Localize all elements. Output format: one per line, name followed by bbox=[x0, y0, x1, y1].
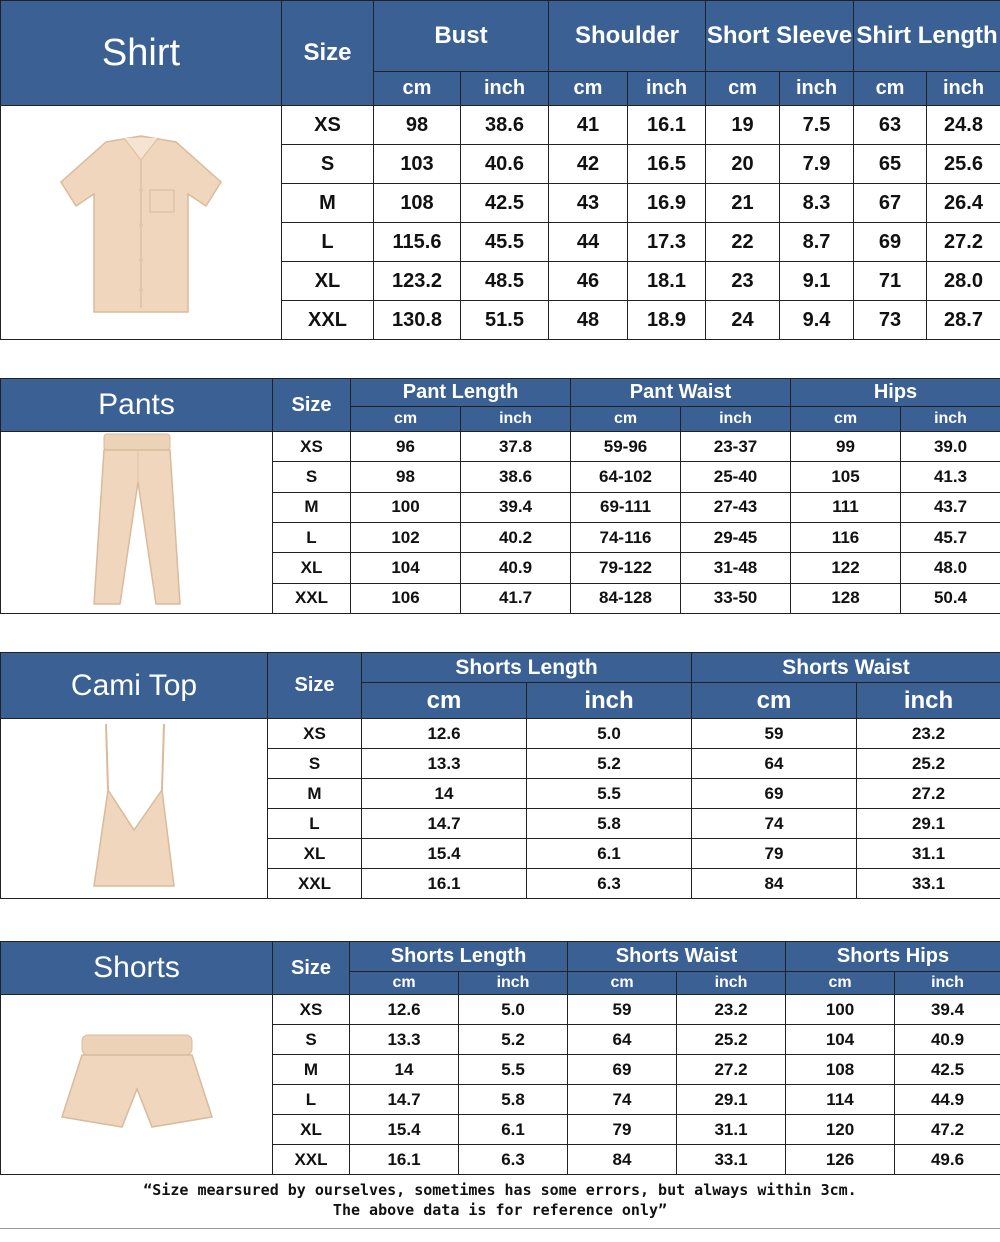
value-cell: 120 bbox=[786, 1115, 895, 1145]
size-cell: XS bbox=[273, 995, 350, 1025]
value-cell: 63 bbox=[854, 106, 927, 145]
value-cell: 102 bbox=[351, 522, 461, 552]
value-cell: 6.3 bbox=[527, 869, 692, 899]
value-cell: 29.1 bbox=[677, 1085, 786, 1115]
size-cell: L bbox=[273, 1085, 350, 1115]
value-cell: 50.4 bbox=[901, 583, 1000, 613]
value-cell: 104 bbox=[351, 553, 461, 583]
size-cell: XL bbox=[282, 262, 374, 301]
value-cell: 37.8 bbox=[461, 432, 571, 462]
value-cell: 79 bbox=[692, 839, 857, 869]
value-cell: 31.1 bbox=[677, 1115, 786, 1145]
size-cell: M bbox=[268, 779, 362, 809]
column-group-header: Shirt Length bbox=[854, 1, 1000, 72]
disclaimer-note bbox=[0, 1180, 1000, 1220]
value-cell: 12.6 bbox=[362, 719, 527, 749]
unit-header: inch bbox=[461, 72, 549, 106]
table-title: Shorts bbox=[1, 942, 273, 995]
value-cell: 23.2 bbox=[857, 719, 1000, 749]
value-cell: 14.7 bbox=[362, 809, 527, 839]
value-cell: 73 bbox=[854, 301, 927, 340]
value-cell: 79-122 bbox=[571, 553, 681, 583]
size-cell: XL bbox=[268, 839, 362, 869]
unit-header: inch bbox=[459, 972, 568, 995]
value-cell: 43.7 bbox=[901, 492, 1000, 522]
value-cell: 9.4 bbox=[780, 301, 854, 340]
column-group-header: Hips bbox=[791, 379, 1000, 407]
table-title: Shirt bbox=[1, 1, 282, 106]
value-cell: 103 bbox=[374, 145, 461, 184]
unit-header: cm bbox=[791, 407, 901, 432]
value-cell: 14.7 bbox=[350, 1085, 459, 1115]
unit-header: inch bbox=[895, 972, 1000, 995]
value-cell: 49.6 bbox=[895, 1145, 1000, 1175]
value-cell: 19 bbox=[706, 106, 780, 145]
pants-size-table bbox=[0, 378, 1000, 614]
value-cell: 41 bbox=[549, 106, 628, 145]
value-cell: 74 bbox=[568, 1085, 677, 1115]
value-cell: 38.6 bbox=[461, 462, 571, 492]
table-row bbox=[1, 432, 1000, 462]
value-cell: 25.2 bbox=[857, 749, 1000, 779]
value-cell: 27-43 bbox=[681, 492, 791, 522]
value-cell: 40.9 bbox=[895, 1025, 1000, 1055]
value-cell: 122 bbox=[791, 553, 901, 583]
value-cell: 106 bbox=[351, 583, 461, 613]
value-cell: 84 bbox=[692, 869, 857, 899]
unit-header: inch bbox=[780, 72, 854, 106]
pants-image bbox=[82, 432, 192, 608]
cami-top-size-table bbox=[0, 652, 1000, 899]
value-cell: 100 bbox=[351, 492, 461, 522]
size-cell: XL bbox=[273, 553, 351, 583]
value-cell: 25-40 bbox=[681, 462, 791, 492]
value-cell: 31-48 bbox=[681, 553, 791, 583]
table-row bbox=[1, 995, 1000, 1025]
value-cell: 74 bbox=[692, 809, 857, 839]
value-cell: 46 bbox=[549, 262, 628, 301]
value-cell: 18.1 bbox=[628, 262, 706, 301]
value-cell: 7.9 bbox=[780, 145, 854, 184]
value-cell: 126 bbox=[786, 1145, 895, 1175]
size-header: Size bbox=[273, 379, 351, 432]
value-cell: 41.3 bbox=[901, 462, 1000, 492]
unit-header: inch bbox=[527, 683, 692, 719]
value-cell: 64 bbox=[692, 749, 857, 779]
value-cell: 16.1 bbox=[350, 1145, 459, 1175]
value-cell: 17.3 bbox=[628, 223, 706, 262]
unit-header: cm bbox=[374, 72, 461, 106]
value-cell: 16.1 bbox=[362, 869, 527, 899]
value-cell: 33.1 bbox=[857, 869, 1000, 899]
value-cell: 25.6 bbox=[927, 145, 1000, 184]
value-cell: 79 bbox=[568, 1115, 677, 1145]
value-cell: 5.0 bbox=[459, 995, 568, 1025]
size-cell: S bbox=[273, 1025, 350, 1055]
footer-divider bbox=[0, 1228, 1000, 1229]
value-cell: 69 bbox=[854, 223, 927, 262]
column-group-header: Pant Waist bbox=[571, 379, 791, 407]
value-cell: 15.4 bbox=[350, 1115, 459, 1145]
size-cell: XXL bbox=[282, 301, 374, 340]
value-cell: 8.3 bbox=[780, 184, 854, 223]
value-cell: 24 bbox=[706, 301, 780, 340]
value-cell: 111 bbox=[791, 492, 901, 522]
value-cell: 21 bbox=[706, 184, 780, 223]
unit-header: inch bbox=[628, 72, 706, 106]
value-cell: 31.1 bbox=[857, 839, 1000, 869]
unit-header: cm bbox=[854, 72, 927, 106]
value-cell: 69-111 bbox=[571, 492, 681, 522]
value-cell: 29-45 bbox=[681, 522, 791, 552]
unit-header: inch bbox=[927, 72, 1000, 106]
size-cell: XXL bbox=[268, 869, 362, 899]
disclaimer-line-1: “Size mearsured by ourselves, sometimes has some errors, but always within 3cm. bbox=[143, 1181, 857, 1199]
value-cell: 69 bbox=[692, 779, 857, 809]
size-cell: S bbox=[282, 145, 374, 184]
value-cell: 7.5 bbox=[780, 106, 854, 145]
unit-header: inch bbox=[857, 683, 1000, 719]
column-group-header: Shorts Length bbox=[350, 942, 568, 972]
shorts-image-cell bbox=[1, 995, 273, 1175]
value-cell: 39.4 bbox=[461, 492, 571, 522]
unit-header: cm bbox=[692, 683, 857, 719]
value-cell: 48.5 bbox=[461, 262, 549, 301]
size-cell: L bbox=[273, 522, 351, 552]
value-cell: 65 bbox=[854, 145, 927, 184]
value-cell: 33.1 bbox=[677, 1145, 786, 1175]
value-cell: 5.5 bbox=[527, 779, 692, 809]
table-row bbox=[1, 719, 1000, 749]
unit-header: inch bbox=[681, 407, 791, 432]
size-cell: S bbox=[273, 462, 351, 492]
value-cell: 44.9 bbox=[895, 1085, 1000, 1115]
value-cell: 74-116 bbox=[571, 522, 681, 552]
value-cell: 99 bbox=[791, 432, 901, 462]
unit-header: inch bbox=[461, 407, 571, 432]
value-cell: 45.7 bbox=[901, 522, 1000, 552]
value-cell: 130.8 bbox=[374, 301, 461, 340]
value-cell: 6.1 bbox=[459, 1115, 568, 1145]
value-cell: 5.2 bbox=[527, 749, 692, 779]
size-header: Size bbox=[268, 653, 362, 719]
value-cell: 38.6 bbox=[461, 106, 549, 145]
value-cell: 23 bbox=[706, 262, 780, 301]
column-group-header: Short Sleeve bbox=[706, 1, 854, 72]
unit-header: inch bbox=[677, 972, 786, 995]
unit-header: inch bbox=[901, 407, 1000, 432]
value-cell: 8.7 bbox=[780, 223, 854, 262]
unit-header: cm bbox=[350, 972, 459, 995]
unit-header: cm bbox=[568, 972, 677, 995]
value-cell: 28.7 bbox=[927, 301, 1000, 340]
value-cell: 16.1 bbox=[628, 106, 706, 145]
pants-image-cell bbox=[1, 432, 273, 614]
value-cell: 105 bbox=[791, 462, 901, 492]
column-group-header: Shoulder bbox=[549, 1, 706, 72]
value-cell: 39.4 bbox=[895, 995, 1000, 1025]
value-cell: 16.9 bbox=[628, 184, 706, 223]
value-cell: 98 bbox=[351, 462, 461, 492]
value-cell: 28.0 bbox=[927, 262, 1000, 301]
value-cell: 14 bbox=[350, 1055, 459, 1085]
value-cell: 64-102 bbox=[571, 462, 681, 492]
value-cell: 24.8 bbox=[927, 106, 1000, 145]
shorts-image bbox=[52, 1027, 222, 1137]
column-group-header: Pant Length bbox=[351, 379, 571, 407]
value-cell: 116 bbox=[791, 522, 901, 552]
value-cell: 59 bbox=[568, 995, 677, 1025]
value-cell: 23.2 bbox=[677, 995, 786, 1025]
table-row bbox=[1, 106, 1000, 145]
size-header: Size bbox=[282, 1, 374, 106]
value-cell: 13.3 bbox=[362, 749, 527, 779]
value-cell: 84 bbox=[568, 1145, 677, 1175]
value-cell: 29.1 bbox=[857, 809, 1000, 839]
unit-header: cm bbox=[549, 72, 628, 106]
value-cell: 114 bbox=[786, 1085, 895, 1115]
value-cell: 27.2 bbox=[677, 1055, 786, 1085]
value-cell: 5.8 bbox=[527, 809, 692, 839]
disclaimer-line-2: The above data is for reference only” bbox=[332, 1201, 668, 1219]
value-cell: 104 bbox=[786, 1025, 895, 1055]
value-cell: 39.0 bbox=[901, 432, 1000, 462]
value-cell: 47.2 bbox=[895, 1115, 1000, 1145]
size-cell: XS bbox=[282, 106, 374, 145]
shorts-size-table bbox=[0, 941, 1000, 1175]
value-cell: 40.2 bbox=[461, 522, 571, 552]
column-group-header: Shorts Waist bbox=[568, 942, 786, 972]
value-cell: 40.9 bbox=[461, 553, 571, 583]
value-cell: 98 bbox=[374, 106, 461, 145]
value-cell: 48.0 bbox=[901, 553, 1000, 583]
value-cell: 14 bbox=[362, 779, 527, 809]
value-cell: 43 bbox=[549, 184, 628, 223]
value-cell: 108 bbox=[786, 1055, 895, 1085]
shirt-image bbox=[46, 120, 236, 320]
value-cell: 12.6 bbox=[350, 995, 459, 1025]
value-cell: 115.6 bbox=[374, 223, 461, 262]
unit-header: cm bbox=[362, 683, 527, 719]
unit-header: cm bbox=[571, 407, 681, 432]
size-cell: S bbox=[268, 749, 362, 779]
value-cell: 59 bbox=[692, 719, 857, 749]
value-cell: 27.2 bbox=[857, 779, 1000, 809]
size-cell: L bbox=[282, 223, 374, 262]
size-cell: XS bbox=[273, 432, 351, 462]
value-cell: 25.2 bbox=[677, 1025, 786, 1055]
column-group-header: Shorts Waist bbox=[692, 653, 1000, 683]
table-title: Cami Top bbox=[1, 653, 268, 719]
unit-header: cm bbox=[351, 407, 461, 432]
value-cell: 27.2 bbox=[927, 223, 1000, 262]
column-group-header: Shorts Hips bbox=[786, 942, 1000, 972]
size-cell: M bbox=[273, 492, 351, 522]
value-cell: 64 bbox=[568, 1025, 677, 1055]
unit-header: cm bbox=[786, 972, 895, 995]
value-cell: 84-128 bbox=[571, 583, 681, 613]
value-cell: 42 bbox=[549, 145, 628, 184]
size-cell: XXL bbox=[273, 583, 351, 613]
value-cell: 48 bbox=[549, 301, 628, 340]
column-group-header: Bust bbox=[374, 1, 549, 72]
value-cell: 20 bbox=[706, 145, 780, 184]
value-cell: 5.2 bbox=[459, 1025, 568, 1055]
value-cell: 44 bbox=[549, 223, 628, 262]
value-cell: 41.7 bbox=[461, 583, 571, 613]
size-cell: XS bbox=[268, 719, 362, 749]
value-cell: 22 bbox=[706, 223, 780, 262]
size-header: Size bbox=[273, 942, 350, 995]
value-cell: 42.5 bbox=[895, 1055, 1000, 1085]
value-cell: 6.3 bbox=[459, 1145, 568, 1175]
value-cell: 67 bbox=[854, 184, 927, 223]
shirt-size-table bbox=[0, 0, 1000, 340]
column-group-header: Shorts Length bbox=[362, 653, 692, 683]
value-cell: 13.3 bbox=[350, 1025, 459, 1055]
value-cell: 40.6 bbox=[461, 145, 549, 184]
value-cell: 16.5 bbox=[628, 145, 706, 184]
value-cell: 26.4 bbox=[927, 184, 1000, 223]
value-cell: 6.1 bbox=[527, 839, 692, 869]
value-cell: 5.5 bbox=[459, 1055, 568, 1085]
cami-top-image-cell bbox=[1, 719, 268, 899]
value-cell: 5.0 bbox=[527, 719, 692, 749]
value-cell: 5.8 bbox=[459, 1085, 568, 1115]
value-cell: 69 bbox=[568, 1055, 677, 1085]
value-cell: 9.1 bbox=[780, 262, 854, 301]
value-cell: 59-96 bbox=[571, 432, 681, 462]
size-cell: M bbox=[282, 184, 374, 223]
size-cell: M bbox=[273, 1055, 350, 1085]
value-cell: 100 bbox=[786, 995, 895, 1025]
value-cell: 71 bbox=[854, 262, 927, 301]
size-cell: L bbox=[268, 809, 362, 839]
value-cell: 128 bbox=[791, 583, 901, 613]
size-cell: XXL bbox=[273, 1145, 350, 1175]
unit-header: cm bbox=[706, 72, 780, 106]
value-cell: 33-50 bbox=[681, 583, 791, 613]
cami-top-image bbox=[84, 720, 184, 892]
value-cell: 18.9 bbox=[628, 301, 706, 340]
shirt-image-cell bbox=[1, 106, 282, 340]
table-title: Pants bbox=[1, 379, 273, 432]
value-cell: 42.5 bbox=[461, 184, 549, 223]
value-cell: 15.4 bbox=[362, 839, 527, 869]
value-cell: 51.5 bbox=[461, 301, 549, 340]
value-cell: 96 bbox=[351, 432, 461, 462]
value-cell: 123.2 bbox=[374, 262, 461, 301]
value-cell: 23-37 bbox=[681, 432, 791, 462]
value-cell: 45.5 bbox=[461, 223, 549, 262]
size-cell: XL bbox=[273, 1115, 350, 1145]
value-cell: 108 bbox=[374, 184, 461, 223]
